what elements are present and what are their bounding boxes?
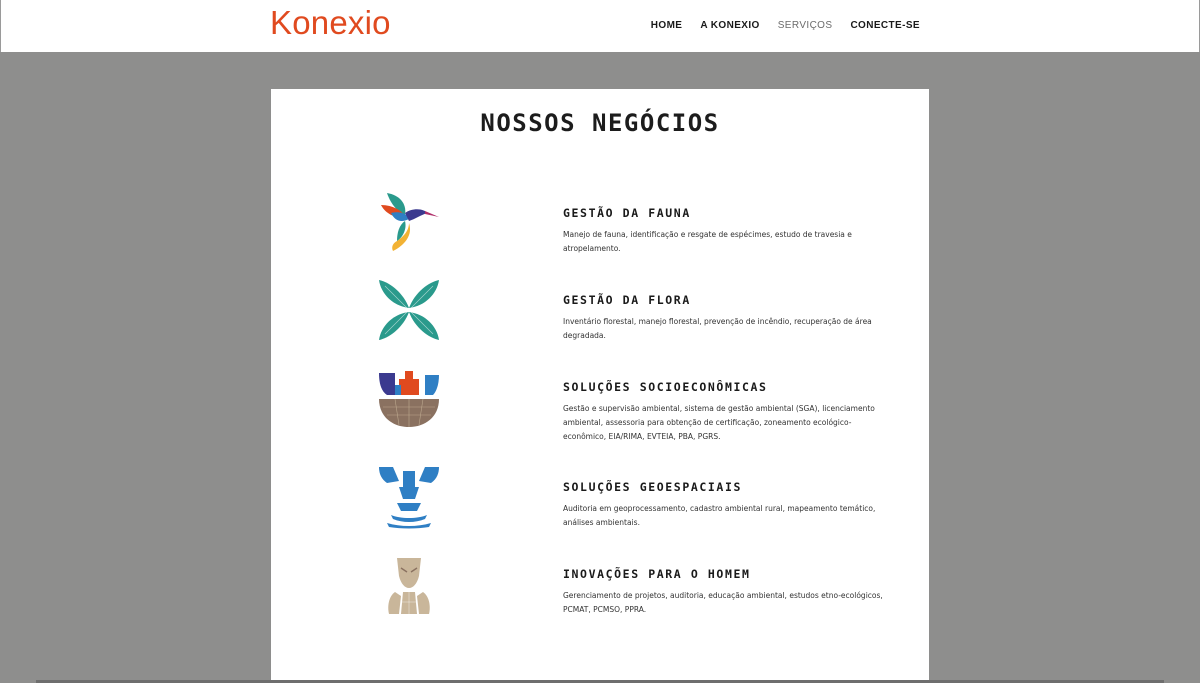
business-item-flora [271, 278, 929, 358]
business-item-homem [271, 552, 929, 632]
business-description: Gerenciamento de projetos, auditoria, educação ambiental, estudos etno-ecológicos, PCMAT, PCMSO, PPRA. [563, 591, 883, 614]
hummingbird-icon [377, 191, 441, 255]
socio-icon [377, 365, 441, 429]
business-title: INOVAÇÕES PARA O HOMEM [563, 567, 751, 581]
business-title: SOLUÇÕES SOCIOECONÔMICAS [563, 380, 768, 394]
page-title: NOSSOS NEGÓCIOS [480, 109, 720, 137]
business-description: Manejo de fauna, identificação e resgate de espécimes, estudo de travesia e atropelamento. [563, 230, 852, 253]
leaves-icon [377, 278, 441, 342]
business-description: Auditoria em geoprocessamento, cadastro ambiental rural, mapeamento temático, análises ambientais. [563, 504, 876, 527]
nav-home[interactable]: HOME [650, 20, 683, 31]
business-description: Inventário florestal, manejo florestal, prevenção de incêndio, recuperação de área degradada. [563, 317, 872, 340]
main-nav [651, 20, 920, 31]
business-title: SOLUÇÕES GEOESPACIAIS [563, 480, 742, 494]
business-item-fauna [271, 191, 929, 271]
geo-icon [377, 465, 441, 529]
nav-conecte-se[interactable]: CONECTE-SE [850, 20, 920, 31]
business-item-socioeconomicas [271, 365, 929, 445]
human-icon [377, 552, 441, 616]
nav-servicos[interactable]: SERVIÇOS [777, 20, 833, 31]
nav-a-konexio[interactable]: A KONEXIO [700, 20, 760, 31]
business-title: GESTÃO DA FLORA [563, 293, 691, 307]
business-item-geoespaciais [271, 465, 929, 545]
konexio-logo[interactable]: Konexio [270, 4, 391, 41]
top-navigation-bar [0, 0, 1200, 52]
business-description: Gestão e supervisão ambiental, sistema de gestão ambiental (SGA), licenciamento ambiental, assessoria para obtenção de certificação, zoneamento ecológico-econômico, EIA/RIMA, EVTEIA, PBA, PGRS. [563, 404, 875, 441]
businesses-panel [271, 89, 929, 683]
business-title: GESTÃO DA FAUNA [563, 206, 691, 220]
